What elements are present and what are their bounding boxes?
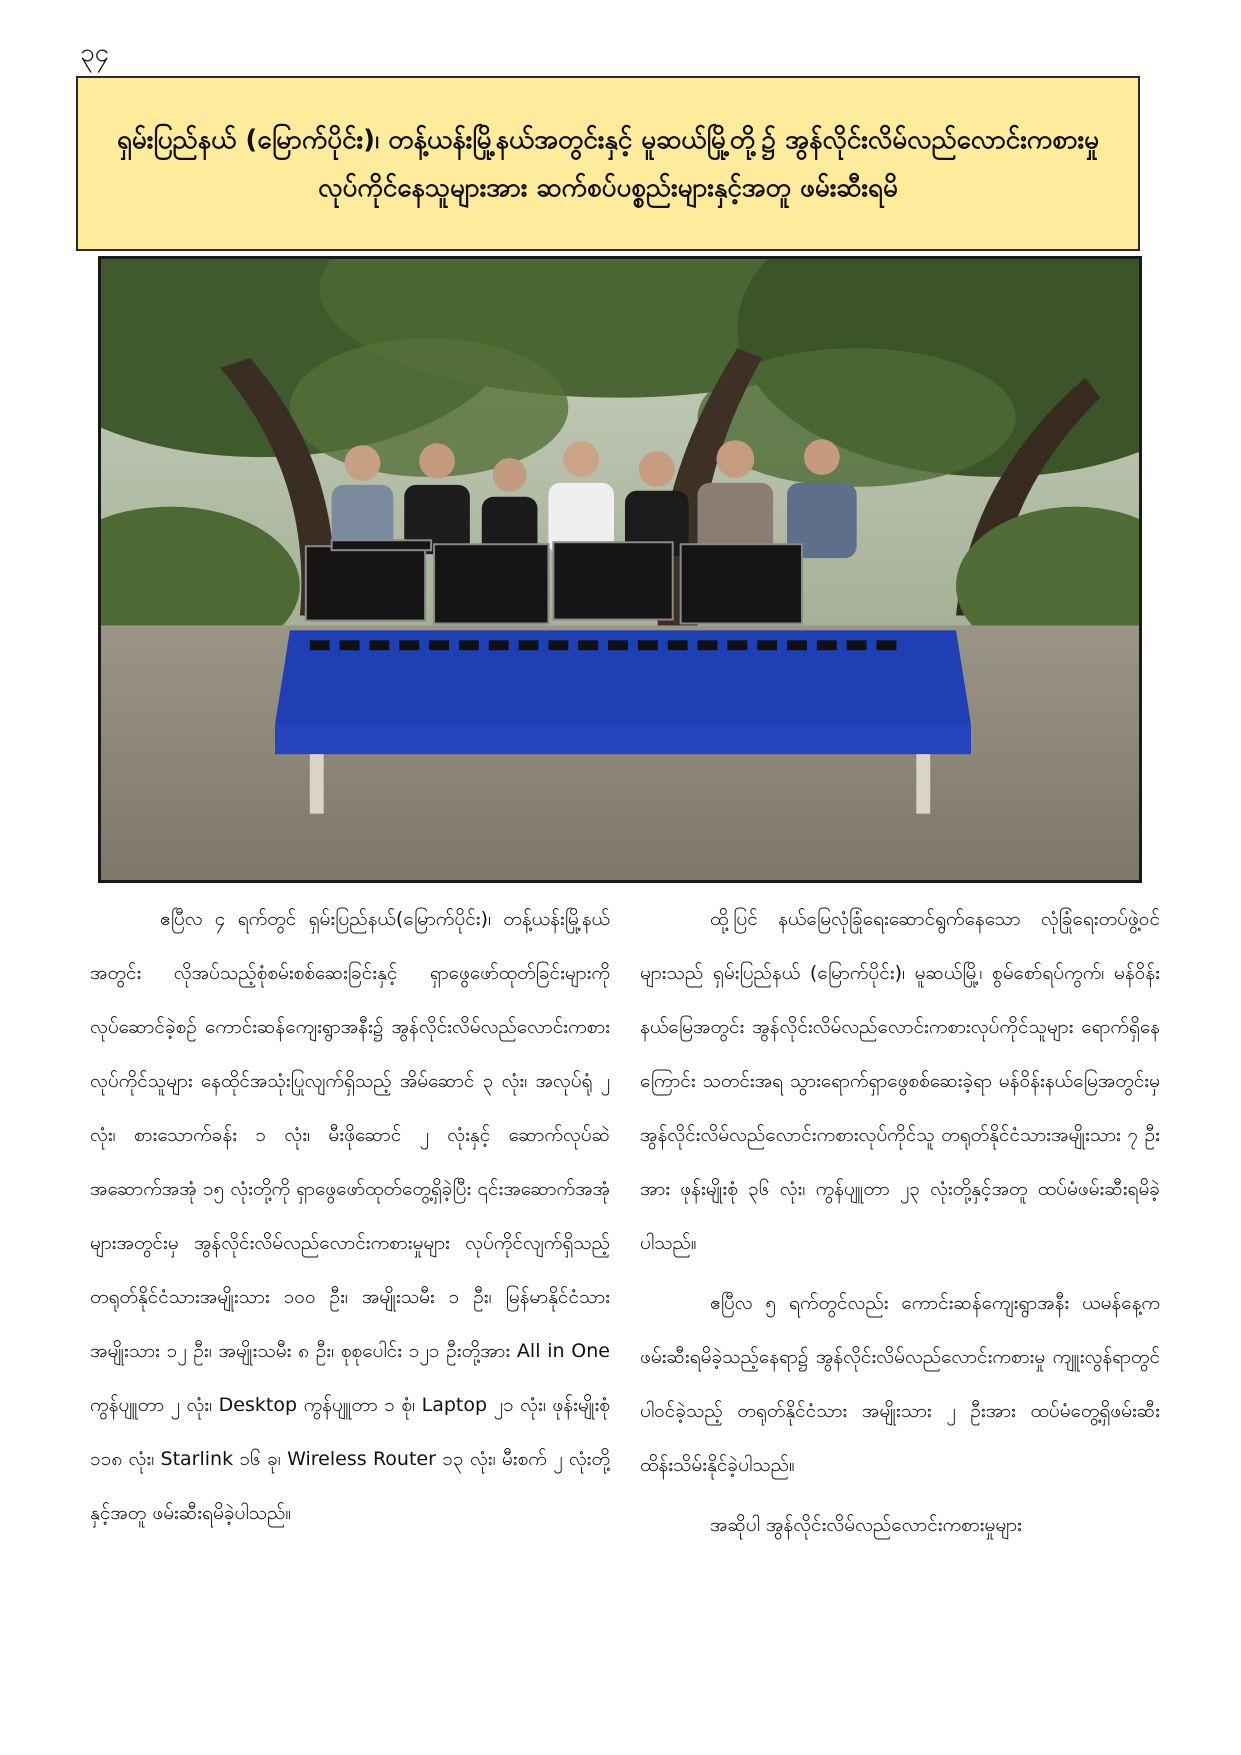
headline-box	[76, 76, 1140, 251]
page-number: ၃၄	[80, 38, 110, 68]
article-column-right	[640, 892, 1160, 1702]
article-paragraph: ဧပြီလ ၄ ရက်တွင် ရှမ်းပြည်နယ်(မြောက်ပိုင်း)၊ တန့်ယန်းမြို့နယ်အတွင်း လိုအပ်သည့်စုံစမ်းစစ်ဆေးခြင်းနှင့် ရှာဖွေဖော်ထုတ်ခြင်းများကို လုပ်ဆောင်ခဲ့စဉ် ကောင်းဆန်ကျေးရွာအနီး၌ အွန်လိုင်းလိမ်လည်လောင်းကစား လုပ်ကိုင်သူများ နေထိုင်အသုံးပြုလျက်ရှိသည့် အိမ်ဆောင် ၃ လုံး၊ အလုပ်ရုံ ၂ လုံး၊ စားသောက်ခန်း ၁ လုံး၊ မီးဖိုဆောင် ၂ လုံးနှင့် ဆောက်လုပ်ဆဲအဆောက်အအုံ ၁၅ လုံးတို့ကို ရှာဖွေဖော်ထုတ်တွေ့ရှိခဲ့ပြီး ၎င်းအဆောက်အအုံများအတွင်းမှ အွန်လိုင်းလိမ်လည်လောင်းကစားမှုများ လုပ်ကိုင်လျက်ရှိသည့် တရုတ်နိုင်ငံသားအမျိုးသား ၁၀၀ ဦး၊ အမျိုးသမီး ၁ ဦး၊ မြန်မာနိုင်ငံသား အမျိုးသား ၁၂ ဦး၊ အမျိုးသမီး ၈ ဦး၊ စုစုပေါင်း ၁၂၁ ဦးတို့အား All in One ကွန်ပျူတာ ၂ လုံး၊ Desktop ကွန်ပျူတာ ၁ စုံ၊ Laptop ၂၁ လုံး၊ ဖုန်းမျိုးစုံ ၁၁၈ လုံး၊ Starlink ၁၆ ခု၊ Wireless Router ၁၃ လုံး၊ မီးစက် ၂ လုံးတို့နှင့်အတူ ဖမ်းဆီးရမိခဲ့ပါသည်။	[90, 908, 610, 1524]
article-paragraph: အဆိုပါ အွန်လိုင်းလိမ်လည်လောင်းကစားမှုများ	[710, 1514, 1022, 1536]
headline: ရှမ်းပြည်နယ် (မြောက်ပိုင်း)၊ တန့်ယန်းမြို့နယ်အတွင်းနှင့် မူဆယ်မြို့တို့၌ အွန်လိုင်းလိမ်လည်လောင်းကစားမှုလုပ်ကိုင်နေသူများအား ဆက်စပ်ပစ္စည်းများနှင့်အတူ ဖမ်းဆီးရမိ	[116, 124, 1100, 203]
article-paragraph: ဧပြီလ ၅ ရက်တွင်လည်း ကောင်းဆန်ကျေးရွာအနီး ယမန်နေ့က ဖမ်းဆီးရမိခဲ့သည့်နေရာ၌ အွန်လိုင်းလိမ်လည်လောင်းကစားမှု ကျူးလွန်ရာတွင် ပါဝင်ခဲ့သည့် တရုတ်နိုင်ငံသား အမျိုးသား ၂ ဦးအား ထပ်မံတွေ့ရှိဖမ်းဆီး ထိန်းသိမ်းနိုင်ခဲ့ပါသည်။	[640, 1292, 1160, 1476]
article-column-left	[90, 892, 610, 1702]
news-photo	[98, 256, 1142, 883]
article-paragraph: ထို့ပြင် နယ်မြေလုံခြုံရေးဆောင်ရွက်နေသော လုံခြုံရေးတပ်ဖွဲ့ဝင်များသည် ရှမ်းပြည်နယ် (မြောက်ပိုင်း)၊ မူဆယ်မြို့၊ စွမ်စော်ရပ်ကွက်၊ မန်ဝိန်းနယ်မြေအတွင်း အွန်လိုင်းလိမ်လည်လောင်းကစားလုပ်ကိုင်သူများ ရောက်ရှိနေကြောင်း သတင်းအရ သွားရောက်ရှာဖွေစစ်ဆေးခဲ့ရာ မန်ဝိန်းနယ်မြေအတွင်းမှ အွန်လိုင်းလိမ်လည်လောင်းကစားလုပ်ကိုင်သူ တရုတ်နိုင်ငံသားအမျိုးသား ၇ ဦးအား ဖုန်းမျိုးစုံ ၃၆ လုံး၊ ကွန်ပျူတာ ၂၃ လုံးတို့နှင့်အတူ ထပ်မံဖမ်းဆီးရမိခဲ့ပါသည်။	[640, 908, 1160, 1254]
news-photo-icon	[101, 259, 1139, 880]
